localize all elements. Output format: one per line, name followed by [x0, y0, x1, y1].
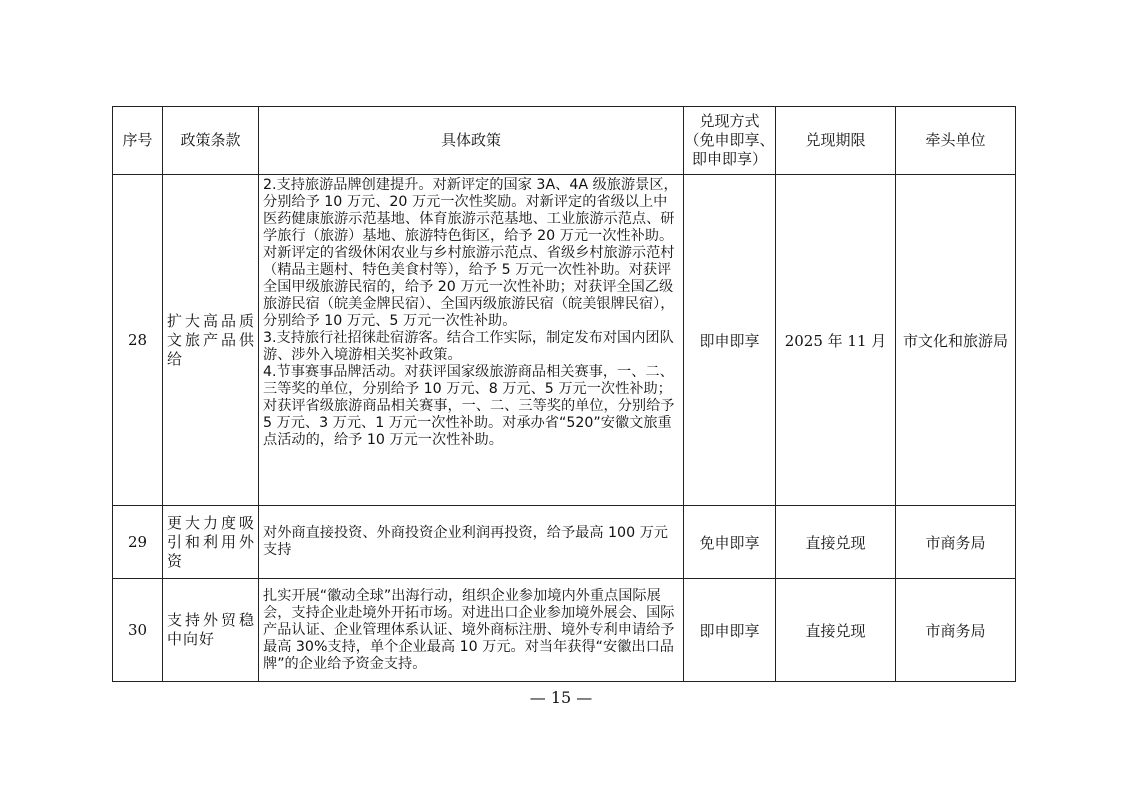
row-seq: 29 — [113, 506, 163, 579]
row-unit: 市商务局 — [896, 579, 1016, 682]
table-row — [113, 579, 1016, 682]
header-method-label: 兑现方式 （免申即享、 即申即享） — [684, 112, 775, 168]
row-unit: 市文化和旅游局 — [896, 175, 1016, 506]
header-detail: 具体政策 — [259, 107, 684, 175]
detail-paragraph: 3.支持旅行社招徕赴宿游客。结合工作实际，制定发布对国内团队游、涉外入境游相关奖补政策。 — [263, 330, 674, 363]
policy-table — [112, 106, 1016, 682]
row-period: 直接兑现 — [776, 579, 896, 682]
header-clause: 政策条款 — [163, 107, 259, 175]
row-period: 2025 年 11 月 — [776, 175, 896, 506]
row-seq: 28 — [113, 175, 163, 506]
header-period: 兑现期限 — [776, 107, 896, 175]
row-clause: 支持外贸稳中向好 — [163, 579, 259, 682]
row-detail: 对外商直接投资、外商投资企业利润再投资，给予最高 100 万元支持 — [259, 506, 684, 579]
page-number: — 15 — — [529, 688, 593, 707]
row-method: 免申即享 — [684, 506, 776, 579]
row-method: 即申即享 — [684, 579, 776, 682]
row-seq: 30 — [113, 579, 163, 682]
row-method: 即申即享 — [684, 175, 776, 506]
header-method — [684, 107, 776, 175]
header-unit: 牵头单位 — [896, 107, 1016, 175]
detail-paragraph: 2.支持旅游品牌创建提升。对新评定的国家 3A、4A 级旅游景区，分别给予 10 万元、20 万元一次性奖励。对新评定的省级以上中医药健康旅游示范基地、体育旅游示范基地、工业旅游示范点、研学旅行（旅游）基地、旅游特色街区，给予 20 万元一次性补助。对新评定的省级休闲农业与乡村旅游示范点、省级乡村旅游示范村（精品主题村、特色美食村等），给予 5 万元一次性补助。对获评全国甲级旅游民宿的，给予 20 万元一次性补助；对获评全国乙级旅游民宿（皖美金牌民宿）、全国丙级旅游民宿（皖美银牌民宿），分别给予 10 万元、5 万元一次性补助。 — [263, 177, 678, 329]
row-clause: 更大力度吸引和利用外资 — [163, 506, 259, 579]
row-detail — [259, 175, 684, 506]
detail-paragraph: 4.节事赛事品牌活动。对获评国家级旅游商品相关赛事，一、二、三等奖的单位，分别给予 10 万元、8 万元、5 万元一次性补助；对获评省级旅游商品相关赛事，一、二、三等奖的单位，分别给予 5 万元、3 万元、1 万元一次性补助。对承办省“520”安徽文旅重点活动的，给予 10 万元一次性补助。 — [263, 364, 675, 448]
row-unit: 市商务局 — [896, 506, 1016, 579]
table-row — [113, 506, 1016, 579]
row-period: 直接兑现 — [776, 506, 896, 579]
row-detail: 扎实开展“徽动全球”出海行动，组织企业参加境内外重点国际展会，支持企业赴境外开拓市场。对进出口企业参加境外展会、国际产品认证、企业管理体系认证、境外商标注册、境外专利申请给予最高 30%支持，单个企业最高 10 万元。对当年获得“安徽出口品牌”的企业给予资金支持。 — [259, 579, 684, 682]
table-row — [113, 175, 1016, 506]
table-header-row — [113, 107, 1016, 175]
row-clause: 扩大高品质文旅产品供给 — [163, 175, 259, 506]
header-seq: 序号 — [113, 107, 163, 175]
